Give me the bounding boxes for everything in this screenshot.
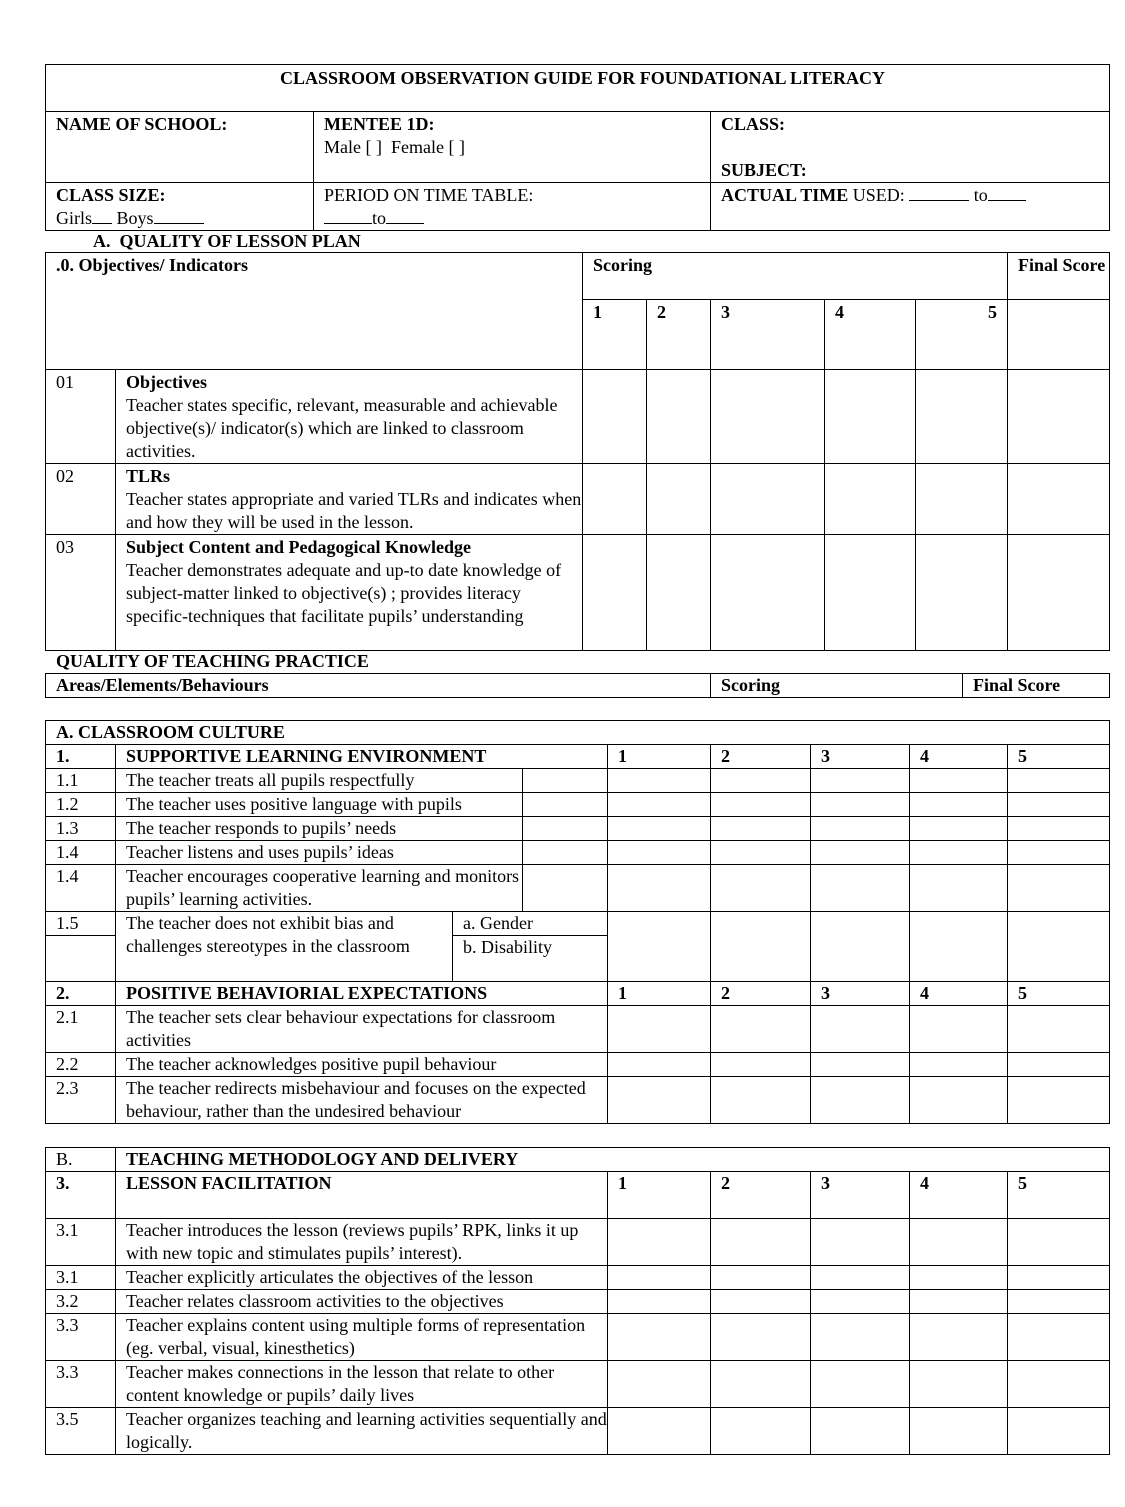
score-cell[interactable]	[916, 370, 1008, 464]
score-cell[interactable]	[910, 1219, 1008, 1266]
score-cell[interactable]	[811, 1361, 910, 1408]
row-text: Teacher encourages cooperative learning and monitors pupils’ learning activities.	[116, 865, 523, 912]
score-cell[interactable]	[711, 1053, 811, 1077]
row-text: The teacher redirects misbehaviour and focuses on the expected behaviour, rather than the undesired behaviour	[116, 1077, 608, 1124]
score-cell[interactable]	[910, 1290, 1008, 1314]
score-cell[interactable]	[608, 912, 711, 982]
score-cell[interactable]	[583, 370, 647, 464]
teaching-practice-header-table	[45, 673, 1110, 698]
row-text: Teacher introduces the lesson (reviews pupils’ RPK, links it up with new topic and stimulates pupils’ interest).	[116, 1219, 608, 1266]
score-cell[interactable]	[608, 817, 711, 841]
objectives-header: .0. Objectives/ Indicators	[46, 253, 583, 370]
row-text: Teacher states specific, relevant, measurable and achievable objective(s)/ indicator(s) which are linked to classroom activities.	[126, 395, 558, 461]
row-text: Teacher explains content using multiple forms of representation (eg. verbal, visual, kinesthetics)	[116, 1314, 608, 1361]
subject-label: SUBJECT:	[721, 160, 807, 180]
row-number: 3.3	[46, 1361, 116, 1408]
score-col-1: 1	[608, 1172, 711, 1219]
score-cell[interactable]	[711, 1266, 811, 1290]
score-cell[interactable]	[608, 1408, 711, 1455]
table-row	[46, 1219, 1110, 1266]
section-a-letter: A.	[93, 231, 111, 251]
score-cell[interactable]	[608, 1077, 711, 1124]
score-cell[interactable]	[711, 370, 825, 464]
score-cell[interactable]	[1008, 1006, 1110, 1053]
girls-label: Girls	[56, 208, 92, 228]
row-number: 3.3	[46, 1314, 116, 1361]
score-cell[interactable]	[711, 1219, 811, 1266]
score-cell[interactable]	[711, 535, 825, 651]
score-cell[interactable]	[825, 535, 916, 651]
score-cell[interactable]	[711, 1408, 811, 1455]
score-cell[interactable]	[910, 912, 1008, 982]
mentee-id-label: MENTEE 1D:	[324, 114, 435, 134]
score-cell[interactable]	[711, 817, 811, 841]
score-cell[interactable]	[1008, 1361, 1110, 1408]
spacer-cell	[523, 769, 608, 793]
score-cell[interactable]	[910, 1053, 1008, 1077]
score-cell[interactable]	[811, 1266, 910, 1290]
score-cell[interactable]	[910, 1361, 1008, 1408]
score-cell[interactable]	[711, 464, 825, 535]
scoring-header: Scoring	[583, 253, 1008, 300]
row-number: 1.2	[46, 793, 116, 817]
score-cell[interactable]	[910, 1266, 1008, 1290]
score-cell[interactable]	[1008, 793, 1110, 817]
empty-number-cell	[46, 936, 116, 982]
score-cell[interactable]	[910, 1408, 1008, 1455]
female-checkbox-label[interactable]: Female [ ]	[390, 137, 465, 157]
actual-time-label: ACTUAL TIME	[721, 185, 849, 205]
score-cell[interactable]	[811, 1006, 910, 1053]
section-title: TEACHING METHODOLOGY AND DELIVERY	[116, 1148, 1110, 1172]
score-col-1: 1	[583, 300, 647, 370]
score-cell[interactable]	[608, 1053, 711, 1077]
table-row	[46, 370, 1110, 464]
name-of-school-label: NAME OF SCHOOL:	[56, 114, 228, 134]
class-size-label: CLASS SIZE:	[56, 185, 166, 205]
row-title: Subject Content and Pedagogical Knowledge	[126, 537, 472, 557]
score-cell[interactable]	[910, 1006, 1008, 1053]
score-col-3: 3	[811, 982, 910, 1006]
section-title: SUPPORTIVE LEARNING ENVIRONMENT	[116, 745, 608, 769]
row-text: Teacher demonstrates adequate and up-to date knowledge of subject-matter linked to objective(s) ; provides literacy specific-techniques that facilitate pupils’ understanding	[126, 560, 562, 626]
score-cell[interactable]	[608, 1006, 711, 1053]
score-col-4: 4	[910, 982, 1008, 1006]
score-cell[interactable]	[583, 464, 647, 535]
score-cell[interactable]	[711, 793, 811, 817]
score-cell[interactable]	[647, 370, 711, 464]
row-text: The teacher acknowledges positive pupil behaviour	[116, 1053, 608, 1077]
score-cell[interactable]	[1008, 865, 1110, 912]
score-col-4: 4	[910, 1172, 1008, 1219]
score-cell[interactable]	[1008, 1314, 1110, 1361]
score-cell[interactable]	[711, 1077, 811, 1124]
final-score-header: Final Score	[1008, 253, 1110, 300]
male-checkbox-label[interactable]: Male [ ]	[324, 137, 382, 157]
section-number: 1.	[46, 745, 116, 769]
period-to: to	[372, 208, 387, 228]
score-cell[interactable]	[916, 535, 1008, 651]
table-row	[46, 1266, 1110, 1290]
score-cell[interactable]	[711, 841, 811, 865]
row-text: Teacher explicitly articulates the objectives of the lesson	[116, 1266, 608, 1290]
score-cell[interactable]	[711, 1290, 811, 1314]
score-cell[interactable]	[910, 1077, 1008, 1124]
score-cell[interactable]	[608, 1361, 711, 1408]
score-col-2: 2	[711, 1172, 811, 1219]
score-col-4: 4	[825, 300, 916, 370]
row-number: 03	[46, 535, 116, 651]
row-number: 3.1	[46, 1266, 116, 1290]
subsection-title: LESSON FACILITATION	[116, 1172, 608, 1219]
final-score-cell[interactable]	[1008, 535, 1110, 651]
table-row	[46, 464, 1110, 535]
spacer-cell	[523, 817, 608, 841]
score-cell[interactable]	[1008, 1077, 1110, 1124]
score-cell[interactable]	[711, 1006, 811, 1053]
score-cell[interactable]	[711, 769, 811, 793]
score-cell[interactable]	[711, 1361, 811, 1408]
section-a-heading	[93, 230, 361, 253]
score-cell[interactable]	[811, 793, 910, 817]
row-number: 2.2	[46, 1053, 116, 1077]
score-cell[interactable]	[583, 535, 647, 651]
row-text: Teacher relates classroom activities to the objectives	[116, 1290, 608, 1314]
section-a-title: QUALITY OF LESSON PLAN	[119, 231, 361, 251]
score-cell[interactable]	[811, 912, 910, 982]
actual-start-blank[interactable]	[909, 186, 969, 201]
row-number: 3.1	[46, 1219, 116, 1266]
score-cell[interactable]	[811, 1219, 910, 1266]
score-col-3: 3	[811, 745, 910, 769]
score-cell[interactable]	[910, 769, 1008, 793]
boys-label: Boys	[116, 208, 154, 228]
row-title: TLRs	[126, 466, 171, 486]
row-number: 1.3	[46, 817, 116, 841]
scoring-header: Scoring	[711, 674, 963, 698]
row-number: 1.5	[46, 912, 116, 936]
final-score-cell[interactable]	[1008, 464, 1110, 535]
score-cell[interactable]	[811, 769, 910, 793]
table-row	[46, 865, 1110, 912]
classroom-culture-table	[45, 720, 1110, 1124]
score-cell[interactable]	[608, 1266, 711, 1290]
row-number: 01	[46, 370, 116, 464]
score-cell[interactable]	[910, 793, 1008, 817]
score-cell[interactable]	[1008, 817, 1110, 841]
areas-header: Areas/Elements/Behaviours	[46, 674, 711, 698]
score-cell[interactable]	[811, 1408, 910, 1455]
score-cell[interactable]	[711, 1314, 811, 1361]
actual-end-blank[interactable]	[988, 186, 1026, 201]
table-row	[46, 817, 1110, 841]
score-cell[interactable]	[910, 1314, 1008, 1361]
score-cell[interactable]	[910, 817, 1008, 841]
boys-blank[interactable]	[154, 209, 204, 224]
score-col-2: 2	[711, 982, 811, 1006]
score-cell[interactable]	[711, 865, 811, 912]
score-cell[interactable]	[711, 912, 811, 982]
score-cell[interactable]	[1008, 769, 1110, 793]
score-cell[interactable]	[910, 865, 1008, 912]
row-number: 3.2	[46, 1290, 116, 1314]
row-text: The teacher uses positive language with pupils	[116, 793, 523, 817]
bias-disability-label: b. Disability	[453, 936, 608, 982]
score-cell[interactable]	[811, 1053, 910, 1077]
table-row	[46, 535, 1110, 651]
lesson-plan-table	[45, 252, 1110, 651]
row-number: 2.1	[46, 1006, 116, 1053]
table-row	[46, 793, 1110, 817]
row-number: 2.3	[46, 1077, 116, 1124]
table-row	[46, 912, 1110, 936]
score-cell[interactable]	[608, 1314, 711, 1361]
row-text: Teacher organizes teaching and learning activities sequentially and logically.	[116, 1408, 608, 1455]
score-col-5: 5	[916, 300, 1008, 370]
table-row	[46, 1053, 1110, 1077]
row-title: Objectives	[126, 372, 207, 392]
score-cell[interactable]	[1008, 1053, 1110, 1077]
table-row	[46, 841, 1110, 865]
period-start-blank[interactable]	[324, 209, 372, 224]
section-title: POSITIVE BEHAVIORIAL EXPECTATIONS	[116, 982, 608, 1006]
row-number: 3.5	[46, 1408, 116, 1455]
actual-to: to	[973, 185, 988, 205]
final-score-cell[interactable]	[1008, 370, 1110, 464]
row-text: Teacher listens and uses pupils’ ideas	[116, 841, 523, 865]
table-row	[46, 1314, 1110, 1361]
row-number: 1.4	[46, 865, 116, 912]
row-text: The teacher responds to pupils’ needs	[116, 817, 523, 841]
spacer-cell	[523, 793, 608, 817]
score-cell[interactable]	[1008, 841, 1110, 865]
period-label: PERIOD ON TIME TABLE:	[324, 185, 534, 205]
row-number: 02	[46, 464, 116, 535]
score-cell[interactable]	[825, 464, 916, 535]
score-col-3: 3	[811, 1172, 910, 1219]
score-col-1: 1	[608, 745, 711, 769]
row-text: The teacher treats all pupils respectfully	[116, 769, 523, 793]
score-cell[interactable]	[916, 464, 1008, 535]
row-number: 1.1	[46, 769, 116, 793]
score-cell[interactable]	[608, 1219, 711, 1266]
score-col-5: 5	[1008, 982, 1110, 1006]
score-col-3: 3	[711, 300, 825, 370]
score-col-2: 2	[711, 745, 811, 769]
score-col-2: 2	[647, 300, 711, 370]
row-text: The teacher does not exhibit bias and challenges stereotypes in the classroom	[116, 912, 453, 982]
score-col-4: 4	[910, 745, 1008, 769]
score-cell[interactable]	[811, 817, 910, 841]
row-text: The teacher sets clear behaviour expectations for classroom activities	[116, 1006, 608, 1053]
score-col-1: 1	[608, 982, 711, 1006]
score-cell[interactable]	[910, 841, 1008, 865]
score-cell[interactable]	[811, 865, 910, 912]
table-row	[46, 1408, 1110, 1455]
row-text: Teacher states appropriate and varied TLRs and indicates when and how they will be used in the lesson.	[126, 489, 582, 532]
document-title: CLASSROOM OBSERVATION GUIDE FOR FOUNDATIONAL LITERACY	[46, 65, 1110, 112]
score-cell[interactable]	[1008, 912, 1110, 982]
score-cell[interactable]	[608, 769, 711, 793]
score-col-5: 5	[1008, 745, 1110, 769]
final-score-header: Final Score	[963, 674, 1110, 698]
bias-gender-label: a. Gender	[453, 912, 608, 936]
score-cell[interactable]	[1008, 1408, 1110, 1455]
classroom-culture-heading: A. CLASSROOM CULTURE	[46, 721, 1110, 745]
score-cell[interactable]	[647, 535, 711, 651]
spacer-cell	[523, 841, 608, 865]
table-row	[46, 769, 1110, 793]
score-cell[interactable]	[608, 793, 711, 817]
score-cell[interactable]	[1008, 1290, 1110, 1314]
actual-time-used: USED:	[852, 185, 905, 205]
section-letter: B.	[46, 1148, 116, 1172]
table-row	[46, 1006, 1110, 1053]
girls-blank[interactable]	[92, 209, 112, 224]
table-row	[46, 1290, 1110, 1314]
score-cell[interactable]	[811, 1290, 910, 1314]
section-number: 2.	[46, 982, 116, 1006]
table-row	[46, 1361, 1110, 1408]
class-label: CLASS:	[721, 114, 786, 134]
row-text: Teacher makes connections in the lesson that relate to other content knowledge or pupils’ daily lives	[116, 1361, 608, 1408]
score-cell[interactable]	[811, 841, 910, 865]
final-score-cell[interactable]	[1008, 300, 1110, 370]
spacer-cell	[523, 865, 608, 912]
score-col-5: 5	[1008, 1172, 1110, 1219]
table-row	[46, 1077, 1110, 1124]
score-cell[interactable]	[608, 841, 711, 865]
section-number: 3.	[46, 1172, 116, 1219]
header-table	[45, 64, 1110, 231]
score-cell[interactable]	[811, 1077, 910, 1124]
teaching-practice-heading: QUALITY OF TEACHING PRACTICE	[56, 651, 369, 671]
period-end-blank[interactable]	[386, 209, 424, 224]
score-cell[interactable]	[1008, 1266, 1110, 1290]
score-cell[interactable]	[647, 464, 711, 535]
score-cell[interactable]	[608, 1290, 711, 1314]
row-number: 1.4	[46, 841, 116, 865]
score-cell[interactable]	[608, 865, 711, 912]
teaching-methodology-table	[45, 1147, 1110, 1455]
score-cell[interactable]	[1008, 1219, 1110, 1266]
score-cell[interactable]	[825, 370, 916, 464]
score-cell[interactable]	[811, 1314, 910, 1361]
